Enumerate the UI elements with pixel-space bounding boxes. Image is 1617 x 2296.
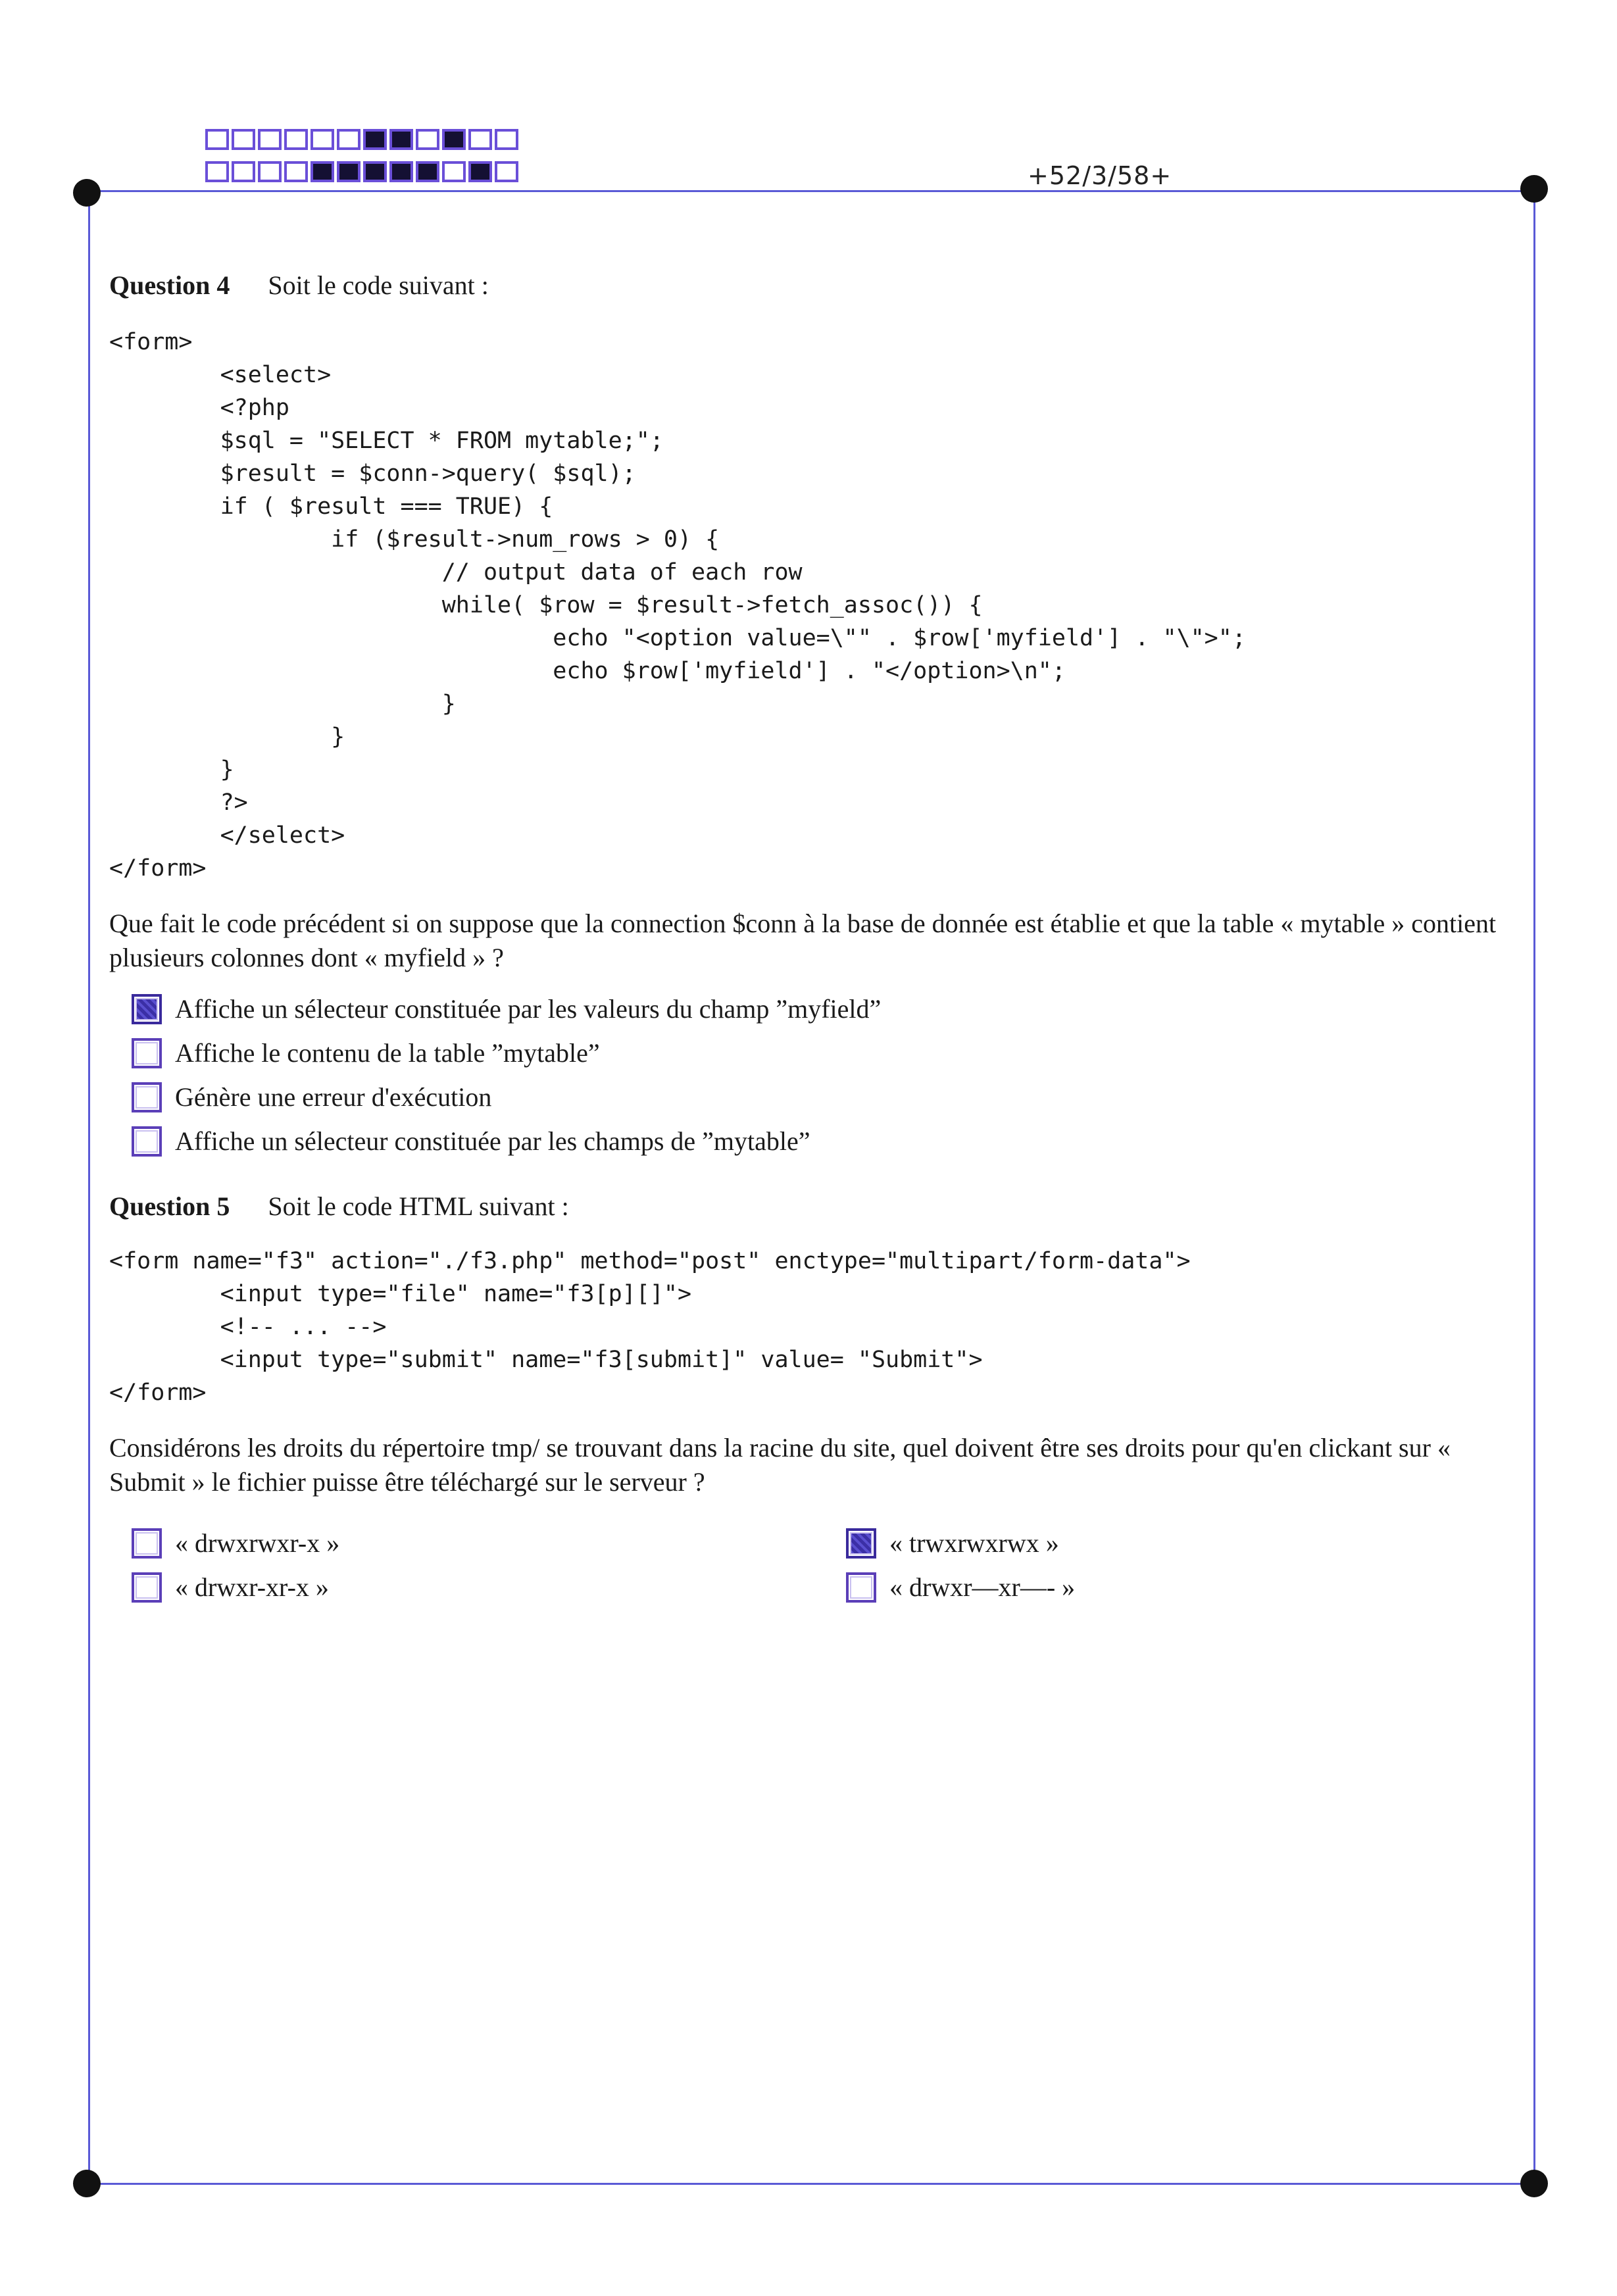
question-5-header: [109, 1191, 569, 1222]
code-cell-empty: [416, 129, 439, 150]
code-cell-filled: [363, 129, 387, 150]
question-4-choice-2[interactable]: [132, 1037, 600, 1068]
question-4-header: [109, 270, 489, 301]
choice-label: « drwxr—xr—- »: [889, 1572, 1076, 1602]
question-4-choice-3[interactable]: [132, 1082, 491, 1112]
code-cell-filled: [416, 161, 439, 182]
question-5-choice-3[interactable]: [132, 1572, 329, 1603]
sheet-id: +52/3/58+: [1028, 161, 1172, 190]
code-cell-empty: [258, 161, 282, 182]
code-cell-empty: [284, 129, 308, 150]
question-4-choice-4[interactable]: [132, 1126, 810, 1157]
checkbox-checked[interactable]: [132, 994, 162, 1024]
checkbox-checked[interactable]: [846, 1528, 876, 1559]
code-cell-empty: [468, 129, 492, 150]
question-5-choice-4[interactable]: [846, 1572, 1075, 1603]
code-cell-empty: [258, 129, 282, 150]
question-5-choice-2[interactable]: [846, 1528, 1059, 1559]
code-cell-empty: [232, 161, 255, 182]
code-cell-empty: [495, 129, 518, 150]
corner-marker-bottom-left: [73, 2170, 101, 2197]
question-4-code: <form> <select> <?php $sql = "SELECT * FROM mytable;"; $result = $conn->query( $sql); if ( $result === TRUE) { if ($result->num_rows > 0) { // output data of each row while( $row = $result->fetch_assoc()) { echo "<option value=\"" . $row['myfield'] . "\">"; echo $row['myfield'] . "</option>\n"; } } } ?> </select> </form>: [109, 329, 1246, 882]
question-5-prompt: Considérons les droits du répertoire tmp/ se trouvant dans la racine du site, quel doivent être ses droits pour qu'en clickant sur « Submit » le fichier puisse être téléchargé sur le serveur ?: [109, 1433, 1451, 1497]
question-5-code: <form name="f3" action="./f3.php" method="post" enctype="multipart/form-data"> <input type="file" name="f3[p][]"> <!-- ... --> <input type="submit" name="f3[submit]" value= "Submit"> </form>: [109, 1248, 1191, 1406]
frame-left-line: [88, 190, 90, 2185]
question-5-choice-1[interactable]: [132, 1528, 339, 1559]
choice-label: « drwxrwxr-x »: [175, 1528, 340, 1558]
choice-label: « drwxr-xr-x »: [175, 1572, 329, 1602]
binary-code-row-2: [205, 161, 521, 182]
checkbox[interactable]: [132, 1038, 162, 1068]
code-cell-empty: [232, 129, 255, 150]
code-cell-empty: [337, 129, 361, 150]
corner-marker-top-right: [1520, 175, 1548, 203]
question-5-intro: Soit le code HTML suivant :: [268, 1191, 569, 1221]
question-4-prompt: Que fait le code précédent si on suppose que la connection $conn à la base de donnée est établie et que la table « mytable » contient plusieurs colonnes dont « myfield » ?: [109, 909, 1497, 972]
code-cell-empty: [495, 161, 518, 182]
binary-code-row-1: [205, 129, 521, 150]
frame-top-line: [88, 190, 1535, 192]
code-cell-filled: [468, 161, 492, 182]
code-cell-filled: [389, 161, 413, 182]
code-cell-filled: [389, 129, 413, 150]
code-cell-empty: [284, 161, 308, 182]
question-5-label: Question 5: [109, 1191, 230, 1221]
code-cell-empty: [205, 161, 229, 182]
question-4-label: Question 4: [109, 270, 230, 300]
checkbox[interactable]: [132, 1528, 162, 1559]
question-4-intro: Soit le code suivant :: [268, 270, 489, 300]
checkbox[interactable]: [132, 1126, 162, 1157]
choice-label: Affiche le contenu de la table ”mytable”: [175, 1038, 600, 1068]
code-cell-filled: [442, 129, 466, 150]
code-cell-filled: [311, 161, 334, 182]
question-4-choice-1[interactable]: [132, 993, 881, 1024]
choice-label: Affiche un sélecteur constituée par les valeurs du champ ”myfield”: [175, 994, 882, 1024]
frame-right-line: [1533, 190, 1535, 2185]
choice-label: Génère une erreur d'exécution: [175, 1082, 492, 1112]
code-cell-filled: [337, 161, 361, 182]
corner-marker-top-left: [73, 179, 101, 207]
checkbox[interactable]: [132, 1572, 162, 1603]
code-cell-filled: [363, 161, 387, 182]
code-cell-empty: [205, 129, 229, 150]
checkbox[interactable]: [846, 1572, 876, 1603]
code-cell-empty: [311, 129, 334, 150]
checkbox[interactable]: [132, 1082, 162, 1112]
choice-label: Affiche un sélecteur constituée par les champs de ”mytable”: [175, 1126, 810, 1156]
frame-bottom-line: [88, 2183, 1535, 2185]
choice-label: « trwxrwxrwx »: [889, 1528, 1059, 1558]
corner-marker-bottom-right: [1520, 2170, 1548, 2197]
code-cell-empty: [442, 161, 466, 182]
